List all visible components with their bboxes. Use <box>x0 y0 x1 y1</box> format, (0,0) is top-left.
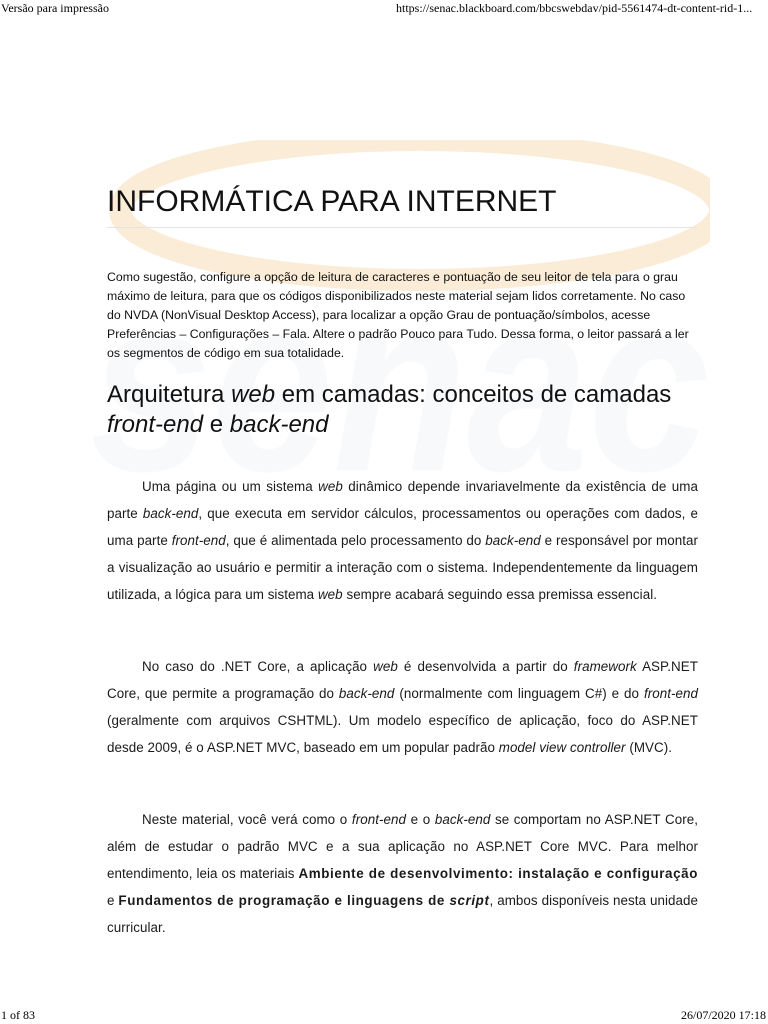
paragraph-text: dinâmico depende invariavelmente da existência de uma parte <box>107 479 698 521</box>
bold-material-title <box>118 893 489 908</box>
italic-term: framework <box>573 659 637 674</box>
heading-italic-term: back-end <box>229 411 329 438</box>
print-header-label: Versão para impressão <box>1 1 109 15</box>
italic-term: web <box>318 479 343 494</box>
bold-material-title: Ambiente de desenvolvimento: instalação e configuração <box>298 866 698 881</box>
paragraph-text: Neste material, você verá como o <box>142 812 352 827</box>
italic-term: back-end <box>434 812 491 827</box>
paragraph-text: e responsável por montar a visualização ao usuário e permitir a interação com o sistema. Independentemente da linguagem utilizada, a lógica para um sistema <box>107 533 698 602</box>
heading-text: Arquitetura <box>107 381 232 408</box>
italic-term: front-end <box>351 812 406 827</box>
bold-material-text: Fundamentos de programação e linguagens de <box>118 893 450 908</box>
bold-italic-term: script <box>449 893 490 908</box>
italic-term: back-end <box>142 506 199 521</box>
section-heading <box>107 380 699 440</box>
italic-term: model view controller <box>498 740 626 755</box>
paragraph-text: , ambos disponíveis nesta unidade curricular. <box>107 893 698 935</box>
paragraph-text: (MVC). <box>625 740 673 755</box>
italic-term: web <box>317 587 343 602</box>
body-paragraph-2 <box>107 653 698 761</box>
italic-term: back-end <box>338 686 395 701</box>
paragraph-text: , que é alimentada pelo processamento do <box>225 533 486 548</box>
heading-italic-term: web <box>231 381 276 408</box>
italic-term: front-end <box>643 686 698 701</box>
print-timestamp: 26/07/2020 17:18 <box>680 1008 766 1022</box>
print-header-url: https://senac.blackboard.com/bbcswebdav/pid-5561474-dt-content-rid-1... <box>396 1 753 15</box>
paragraph-text: (normalmente com linguagem C#) e do <box>394 686 644 701</box>
paragraph-text: ASP.NET Core, que permite a programação do <box>107 659 698 701</box>
page-counter: 1 of 83 <box>1 1008 35 1022</box>
paragraph-text: se comportam no ASP.NET Core, além de estudar o padrão MVC e a sua aplicação no ASP.NET Core MVC. Para melhor entendimento, leia os materiais <box>107 812 699 881</box>
svg-text:senac: senac <box>90 244 710 500</box>
paragraph-text: e o <box>405 812 435 827</box>
body-paragraph-1 <box>107 473 698 608</box>
paragraph-text: sempre acabará seguindo essa premissa essencial. <box>342 587 657 602</box>
italic-term: front-end <box>171 533 226 548</box>
paragraph-text: Uma página ou um sistema <box>142 479 319 494</box>
title-divider <box>107 227 697 228</box>
paragraph-text: e <box>107 893 119 908</box>
italic-term: back-end <box>485 533 541 548</box>
heading-italic-term: front-end <box>107 411 204 438</box>
heading-text: em camadas: conceitos de camadas <box>275 381 672 408</box>
paragraph-text: é desenvolvida a partir do <box>397 659 574 674</box>
document-title: INFORMÁTICA PARA INTERNET <box>107 185 557 218</box>
paragraph-text: No caso do .NET Core, a aplicação <box>142 659 374 674</box>
italic-term: web <box>373 659 398 674</box>
screen-reader-note: Como sugestão, configure a opção de leitura de caracteres e pontuação de seu leitor de tela para o grau máximo de leitura, para que os códigos disponibilizados neste material sejam lidos corretamente. No caso do NVDA (NonVisual Desktop Access), para localizar a opção Grau de pontuação/símbolos, acesse Preferências – Configurações – Fala. Altere o padrão Pouco para Tudo. Dessa forma, o leitor passará a ler os segmentos de código em sua totalidade. <box>107 270 689 360</box>
body-paragraph-3 <box>107 806 698 941</box>
heading-text: e <box>203 411 230 438</box>
paragraph-text: (geralmente com arquivos CSHTML). Um modelo específico de aplicação, foco do ASP.NET desde 2009, é o ASP.NET MVC, baseado em um popular padrão <box>107 713 698 755</box>
paragraph-text: , que executa em servidor cálculos, processamentos ou operações com dados, e uma parte <box>107 506 698 548</box>
